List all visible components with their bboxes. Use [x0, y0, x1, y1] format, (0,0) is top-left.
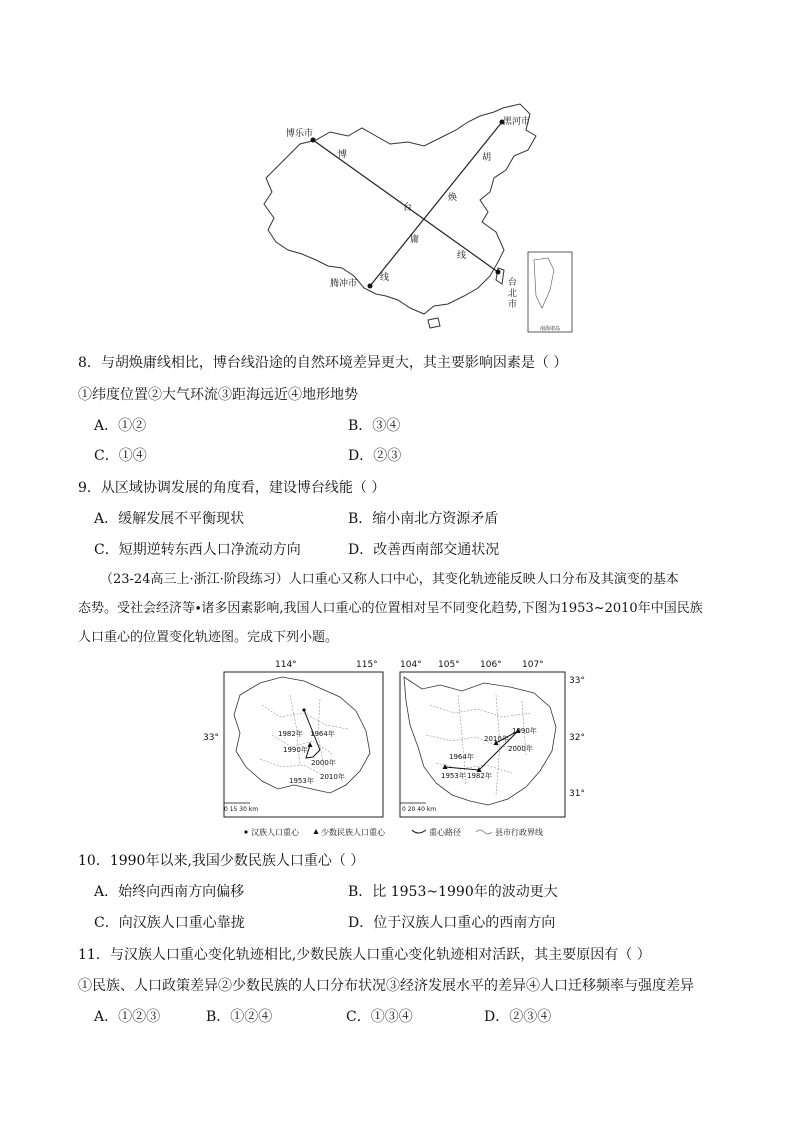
- left-scale: 0 15 30 km: [224, 806, 259, 813]
- q8-option-d[interactable]: D．②③: [348, 448, 402, 464]
- city-taipei: 台北市: [508, 278, 518, 310]
- lat-33-right: 33°: [569, 676, 585, 686]
- passage-line-3: 人口重心的位置变化轨迹图。完成下列小题。: [78, 630, 339, 645]
- q9-option-c[interactable]: C．短期逆转东西人口净流动方向: [94, 542, 301, 558]
- city-tengchong: 腾冲市: [330, 279, 358, 289]
- hainan: [428, 318, 440, 328]
- q10-option-a[interactable]: A．始终向西南方向偏移: [94, 884, 245, 900]
- right-scale: 0 20 40 km: [402, 806, 437, 813]
- q10-option-d[interactable]: D．位于汉族人口重心的西南方向: [348, 915, 556, 931]
- passage-line-1: （23-24高三上·浙江·阶段练习）人口重心又称人口中心，其变化轨迹能反映人口分布及其演变的基本: [100, 572, 679, 587]
- q9-option-a[interactable]: A．缓解发展不平衡现状: [94, 511, 245, 527]
- q9-option-b[interactable]: B．缩小南北方资源矛盾: [348, 511, 499, 527]
- huxian-char-2: 焕: [448, 193, 458, 203]
- legend-path: 重心路径: [429, 828, 461, 837]
- q10-option-c[interactable]: C．向汉族人口重心靠拢: [94, 915, 245, 931]
- lon-105: 105°: [438, 660, 460, 670]
- city-bole: 博乐市: [286, 129, 314, 139]
- legend-han: 汉族人口重心: [251, 828, 299, 837]
- left-year-1964: 1964年: [310, 730, 335, 738]
- lat-31-right: 31°: [569, 789, 585, 799]
- q8-option-c[interactable]: C．①④: [94, 448, 147, 464]
- q9-stem: 9．从区域协调发展的角度看，建设博台线能（ ）: [78, 480, 386, 496]
- right-region-outline: [404, 677, 556, 805]
- city-heihe: 黑河市: [503, 117, 531, 127]
- huxian-char-4: 线: [380, 273, 390, 283]
- q9-option-d[interactable]: D．改善西南部交通状况: [348, 542, 500, 558]
- q11-option-c[interactable]: C．①③④: [346, 1009, 413, 1025]
- left-year-1990: 1990年: [283, 746, 308, 754]
- right-year-1953: 1953年: [441, 772, 466, 780]
- q8-option-a[interactable]: A．①②: [94, 418, 147, 434]
- lon-106: 106°: [480, 660, 502, 670]
- lon-115: 115°: [356, 660, 378, 670]
- botai-char-2: 台: [403, 203, 413, 213]
- inset-label: 南海诸岛: [540, 326, 561, 332]
- lat-32-right: 32°: [569, 733, 585, 743]
- q11-option-a[interactable]: A．①②③: [94, 1009, 161, 1025]
- q10-option-b[interactable]: B．比 1953~1990年的波动更大: [348, 884, 558, 900]
- q8-items: ①纬度位置②大气环流③距海远近④地形地势: [78, 387, 358, 403]
- q8-stem: 8．与胡焕庸线相比，博台线沿途的自然环境差异更大，其主要影响因素是（ ）: [78, 355, 568, 371]
- q11-items: ①民族、人口政策差异②少数民族的人口分布状况③经济发展水平的差异④人口迁移频率与强度差异: [78, 978, 694, 994]
- right-year-1990: 1990年: [512, 727, 537, 735]
- q10-stem: 10．1990年以来,我国少数民族人口重心（ ）: [78, 853, 365, 869]
- huxian-char-3: 庸: [410, 235, 420, 245]
- lon-114: 114°: [275, 660, 297, 670]
- lat-33-left: 33°: [203, 733, 219, 743]
- right-year-2010: 2010年: [484, 735, 509, 743]
- right-panel-frame: [400, 672, 565, 817]
- left-year-1953: 1953年: [289, 777, 314, 785]
- botai-char-3: 线: [457, 251, 467, 261]
- q8-option-b[interactable]: B．③④: [348, 418, 401, 434]
- left-year-1982: 1982年: [278, 730, 303, 738]
- right-year-1982: 1982年: [467, 772, 492, 780]
- passage-line-2: 态势。受社会经济等∙诸多因素影响,我国人口重心的位置相对呈不同变化趋势,下图为1953~2010年中国民族: [78, 601, 703, 616]
- lon-104: 104°: [400, 660, 422, 670]
- right-year-1964: 1964年: [449, 753, 474, 761]
- lon-107: 107°: [522, 660, 544, 670]
- left-year-2000: 2000年: [311, 759, 336, 767]
- right-year-2000: 2000年: [508, 745, 533, 753]
- q11-option-d[interactable]: D．②③④: [484, 1009, 552, 1025]
- legend-boundary: 县市行政界线: [495, 828, 543, 837]
- botai-char-1: 博: [338, 150, 348, 160]
- huxian-char-1: 胡: [482, 153, 492, 163]
- inset-south-china-sea: [528, 252, 572, 332]
- q11-option-b[interactable]: B．①②④: [206, 1009, 273, 1025]
- legend-minority: 少数民族人口重心: [321, 828, 385, 837]
- q11-stem: 11．与汉族人口重心变化轨迹相比,少数民族人口重心变化轨迹相对活跃，其主要原因有（ ）: [78, 947, 651, 963]
- left-year-2010: 2010年: [320, 773, 345, 781]
- population-center-map: [200, 655, 600, 840]
